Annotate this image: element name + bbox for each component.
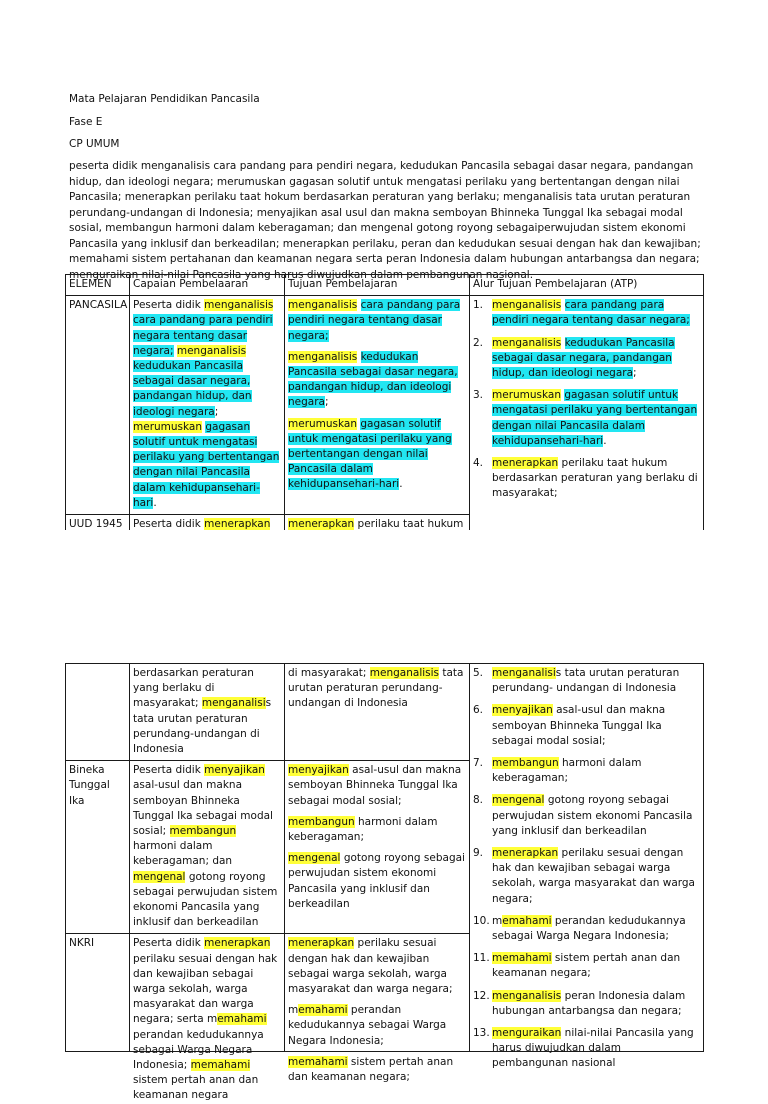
list-number: 6. (473, 704, 484, 717)
cell-paragraph: memahami sistem pertah anan dan keamanan negara; (288, 1055, 454, 1084)
highlighted-phrase: gagasan solutif untuk mengatasi perilaku yang bertentangan dengan nilai Pancasila dalam kehidupansehari-hari (133, 420, 280, 509)
list-number: 11. (473, 952, 490, 965)
highlighted-verb: menganalisi (201, 697, 266, 710)
element-cell: NKRI (66, 934, 130, 1052)
tujuan-cell (285, 761, 470, 934)
highlighted-verb: emahami (217, 1013, 267, 1026)
capaian-cell (130, 934, 285, 1102)
cell-paragraph (288, 298, 466, 344)
list-item: 13. menguraikan nilai-nilai Pancasila yang harus diwujudkan dalam pembangunan nasional (473, 1027, 694, 1070)
subject-title: Mata Pelajaran Pendidikan Pancasila (69, 93, 260, 105)
highlighted-verb: memahami (492, 952, 552, 965)
cell-paragraph: membangun harmoni dalam keberagaman; (288, 815, 438, 844)
cell-paragraph: mengenal gotong royong sebagai perwujudan sistem ekonomi Pancasila yang inklusif dan berkeadilan (288, 852, 465, 910)
list-number: 12. (473, 989, 490, 1002)
cell-paragraph: Peserta didik menganalisis cara pandang para pendiri negara tentang dasar negara; menganalisis kedudukan Pancasila sebagai dasar negara, pandangan hidup, dan ideologi negara; merumuskan gagasan solutif untuk mengatasi perilaku yang bertentangan dengan nilai Pancasila dalam kehidupansehari-hari. (133, 299, 280, 509)
learning-objectives-table-part-2 (65, 663, 704, 1102)
highlighted-verb: menyajikan (492, 704, 553, 717)
header-tujuan: Tujuan Pembelajaran (285, 275, 470, 296)
header-capaian: Capaian Pembelaaran (130, 275, 285, 296)
list-number: 5. (473, 667, 484, 679)
highlighted-verb: menerapkan (204, 518, 271, 531)
highlighted-verb: menganalisis (204, 299, 274, 312)
list-item: 12. menganalisis peran Indonesia dalam hubungan antarbangsa dan negara; (473, 989, 686, 1017)
list-item: 6. menyajikan asal-usul dan makna semboyan Bhinneka Tunggal Ika sebagai modal sosial; (473, 704, 666, 747)
list-number: 3. (473, 389, 484, 402)
tujuan-cell (285, 296, 470, 515)
cell-paragraph: Peserta didik menerapkan perilaku sesuai dengan hak dan kewajiban sebagai warga sekolah, warga masyarakat dan warga negara; serta memahami perandan kedudukannya sebagai Warga Negara Indonesia; memahami sistem pertah anan dan keamanan negara (133, 937, 278, 1102)
cell-paragraph: merumuskan gagasan solutif untuk mengatasi perilaku yang bertentangan dengan nilai Pancasila dalam kehidupansehari-hari. (288, 417, 452, 491)
highlighted-verb: menganalisis (492, 336, 562, 349)
list-item: 2. menganalisis kedudukan Pancasila sebagai dasar negara, pandangan hidup, dan ideologi negara; (473, 336, 675, 380)
tujuan-cell-content (288, 936, 466, 1084)
highlighted-phrase: gagasan solutif untuk mengatasi perilaku yang bertentangan dengan nilai Pancasila dalam kehidupansehari-hari (288, 417, 452, 491)
cell-paragraph: Peserta didik menyajikan asal-usul dan makna semboyan Bhinneka Tunggal Ika sebagai modal sosial; membangun harmoni dalam keberagaman; dan mengenal gotong royong sebagai perwujudan sistem ekonomi Pancasila yang inklusif dan berkeadilan (133, 764, 278, 929)
highlighted-verb: menerapkan (492, 847, 559, 860)
list-item: 3. merumuskan gagasan solutif untuk mengatasi perilaku yang bertentangan dengan nilai Pancasila dalam kehidupansehari-hari. (473, 389, 698, 447)
highlighted-verb: menerapkan (204, 937, 271, 950)
highlighted-verb: mengenal (288, 852, 341, 865)
list-number: 4. (473, 457, 484, 470)
list-number: 1. (473, 299, 484, 312)
highlighted-verb: merumuskan (133, 420, 202, 433)
element-cell: PANCASILA (66, 296, 130, 515)
capaian-cell-content (133, 936, 281, 1102)
highlighted-verb: memahami (190, 1059, 251, 1072)
atp-cell (470, 664, 704, 1070)
list-number: 13. (473, 1027, 490, 1040)
highlighted-verb: menganalisis (288, 299, 358, 312)
cell-paragraph: di masyarakat; menganalisis tata urutan peraturan perundang-undangan di Indonesia (288, 667, 464, 710)
list-item: 9. menerapkan perilaku sesuai dengan hak dan kewajiban sebagai warga sekolah, warga masyarakat dan warga negara; (473, 847, 695, 905)
highlighted-verb: menganalisis (176, 344, 247, 357)
highlighted-verb: memahami (288, 1055, 348, 1068)
list-item (473, 298, 700, 328)
tujuan-cell (285, 664, 470, 761)
cell-paragraph: Peserta didik menerapkan (133, 518, 271, 531)
list-number: 8. (473, 794, 484, 807)
highlighted-verb: membangun (169, 825, 237, 838)
cell-paragraph: berdasarkan peraturan yang berlaku di masyarakat; menganalisis tata urutan peraturan perundang-undangan di Indonesia (133, 667, 272, 756)
cell-paragraph: menerapkan perilaku sesuai dengan hak dan kewajiban sebagai warga sekolah, warga masyarakat dan warga negara; (288, 937, 453, 996)
highlighted-verb: menganalisis (492, 299, 562, 312)
element-cell: UUD 1945 (66, 515, 130, 551)
element-cell: Bineka Tunggal Ika (66, 761, 130, 934)
highlighted-phrase: cara pandang para pendiri negara tentang dasar negara; (133, 314, 273, 357)
list-item: 7. membangun harmoni dalam keberagaman; (473, 757, 642, 785)
cell-paragraph: menerapkan perilaku taat hukum (288, 518, 464, 531)
highlighted-verb: mengenal (492, 794, 545, 807)
table-header-row (66, 275, 704, 296)
list-number: 2. (473, 336, 484, 349)
atp-list (473, 298, 700, 501)
list-number: 9. (473, 847, 484, 860)
list-item: 10. memahami perandan kedudukannya sebagai Warga Negara Indonesia; (473, 914, 686, 943)
atp-cell-content (473, 666, 700, 1070)
learning-objectives-table-part-1 (65, 274, 704, 551)
capaian-cell (130, 296, 285, 515)
highlighted-verb: merumuskan (492, 389, 561, 402)
cp-general-paragraph: peserta didik menganalisis cara pandang para pendiri negara, kedudukan Pancasila sebagai dasar negara, pandangan hidup, dan ideologi negara; merumuskan gagasan solutif untuk mengatasi perilaku yang bertentangan dengan nilai Pancasila; menerapkan perilaku taat hokum berdasarkan peraturan yang berlaku; menganalisis tata urutan peraturan perundang-undangan di Indonesia; menyajikan asal usul dan makna semboyan Bhinneka Tunggal Ika sebagai modal sosial, membangun harmoni dalam keberagaman; dan mengenal gotong royong sebagaiperwujudan sistem ekonomi Pancasila yang inklusif dan berkeadilan; menerapkan perilaku, peran dan kedudukan sesuai dengan hak dan kewajiban; memahami sistem pertahanan dan keamanan negara serta peran Indonesia dalam hubungan antarbangsa dan negara; menguraikan nilai-nilai Pancasila yang harus diwujudkan dalam pembangunan nasional. (69, 160, 701, 281)
highlighted-verb: merumuskan (288, 417, 357, 430)
cp-heading: CP UMUM (69, 138, 120, 150)
list-item: 11. memahami sistem pertah anan dan keamanan negara; (473, 952, 681, 980)
list-number: 7. (473, 757, 484, 770)
cell-paragraph: menyajikan asal-usul dan makna semboyan Bhinneka Tunggal Ika sebagai modal sosial; (288, 764, 462, 807)
atp-cell (470, 296, 704, 551)
highlighted-verb: menganalisis (369, 667, 440, 679)
table-row (66, 664, 704, 761)
highlighted-verb: menganalisis (288, 350, 358, 363)
list-item: 4. menerapkan perilaku taat hukum berdasarkan peraturan yang berlaku di masyarakat; (473, 457, 698, 500)
capaian-cell (130, 761, 285, 934)
phase-label: Fase E (69, 116, 103, 128)
highlighted-phrase: gagasan solutif untuk mengatasi perilaku yang bertentangan dengan nilai Pancasila dalam kehidupansehari-hari (492, 389, 698, 447)
highlighted-verb: emahami (502, 914, 552, 927)
highlighted-verb: menyajikan (288, 764, 349, 777)
atp-list (473, 666, 700, 1072)
highlighted-verb: menerapkan (288, 937, 355, 950)
highlighted-phrase: cara pandang para pendiri negara tentang dasar negara; (492, 299, 690, 327)
tujuan-cell (285, 934, 470, 1084)
highlighted-verb: membangun (492, 757, 559, 770)
capaian-cell (130, 664, 285, 761)
list-item: 5. menganalisis tata urutan peraturan perundang- undangan di Indonesia (473, 667, 680, 695)
highlighted-verb: membangun (288, 815, 355, 828)
highlighted-verb: menganalisi (492, 667, 556, 679)
header-element: ELEMEN (66, 275, 130, 296)
highlighted-verb: menganalisis (492, 989, 562, 1002)
table-row (66, 296, 704, 515)
highlighted-verb: menerapkan (492, 457, 559, 470)
header-atp: Alur Tujuan Pembelajaran (ATP) (470, 275, 704, 296)
cell-paragraph: menganalisis kedudukan Pancasila sebagai dasar negara, pandangan hidup, dan ideologi negara; (288, 350, 458, 409)
highlighted-verb: menguraikan (492, 1027, 562, 1040)
highlighted-verb: menyajikan (204, 764, 265, 777)
highlighted-phrase: kedudukan Pancasila sebagai dasar negara, pandangan hidup, dan ideologi negara (288, 350, 458, 409)
highlighted-verb: menerapkan (288, 518, 355, 531)
cell-paragraph: memahami perandan kedudukannya sebagai Warga Negara Indonesia; (288, 1004, 447, 1047)
list-number: 10. (473, 914, 490, 927)
highlighted-phrase: kedudukan Pancasila sebagai dasar negara, pandangan hidup, dan ideologi negara (133, 360, 252, 418)
highlighted-phrase: kedudukan Pancasila sebagai dasar negara, pandangan hidup, dan ideologi negara (492, 336, 675, 380)
list-item: 8. mengenal gotong royong sebagai perwujudan sistem ekonomi Pancasila yang inklusif dan berkeadilan (473, 794, 693, 837)
highlighted-phrase: cara pandang para pendiri negara tentang dasar negara; (288, 299, 461, 342)
element-cell (66, 664, 130, 761)
page-break (0, 530, 768, 660)
highlighted-verb: emahami (298, 1004, 348, 1017)
highlighted-verb: mengenal (133, 870, 186, 883)
